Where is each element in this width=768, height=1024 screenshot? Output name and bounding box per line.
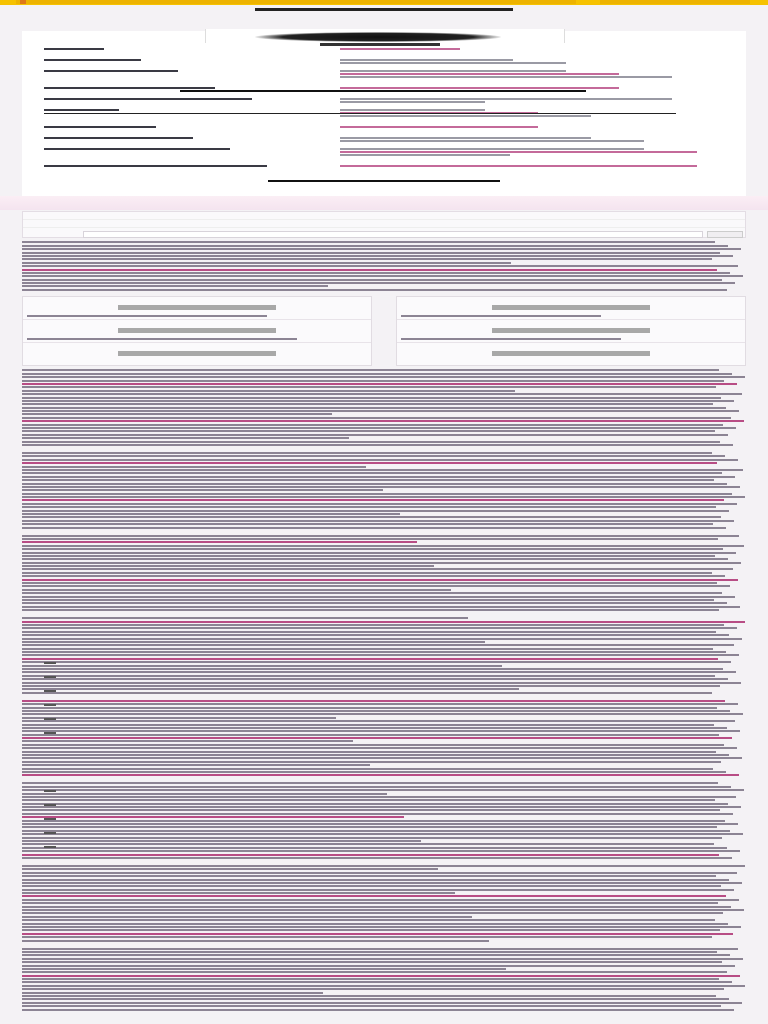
table-cell bbox=[401, 338, 621, 340]
text-line bbox=[22, 417, 731, 419]
infobox-rows bbox=[44, 47, 734, 175]
text-line bbox=[22, 961, 722, 963]
infobox-label bbox=[44, 147, 340, 151]
text-line bbox=[22, 757, 742, 759]
text-line bbox=[22, 1005, 721, 1007]
text-line bbox=[340, 98, 672, 100]
text-line bbox=[22, 245, 728, 247]
text-line bbox=[22, 437, 349, 439]
text-line bbox=[22, 985, 745, 987]
search-button[interactable] bbox=[707, 231, 743, 238]
infobox-row bbox=[44, 164, 734, 173]
text-line bbox=[22, 552, 736, 554]
text-line bbox=[22, 624, 724, 626]
text-line bbox=[22, 865, 745, 867]
text-line bbox=[22, 840, 421, 842]
text-line bbox=[22, 978, 719, 980]
text-line bbox=[22, 499, 724, 501]
toc-row[interactable] bbox=[23, 220, 745, 228]
page-title bbox=[255, 8, 513, 11]
text-line bbox=[22, 710, 730, 712]
infobox-value bbox=[340, 125, 734, 129]
text-line bbox=[22, 627, 737, 629]
search-input[interactable] bbox=[83, 231, 703, 238]
text-line bbox=[22, 599, 714, 601]
text-line bbox=[22, 965, 735, 967]
text-line bbox=[22, 407, 726, 409]
infobox-label bbox=[44, 97, 340, 101]
text-line bbox=[22, 651, 726, 653]
text-line bbox=[22, 410, 739, 412]
text-line bbox=[22, 768, 713, 770]
text-line bbox=[22, 700, 725, 702]
text-line bbox=[22, 786, 731, 788]
top-bar bbox=[0, 0, 768, 5]
text-line bbox=[22, 262, 511, 264]
text-line bbox=[22, 724, 714, 726]
infobox-value[interactable] bbox=[340, 164, 734, 168]
text-line bbox=[22, 489, 383, 491]
infobox-row bbox=[44, 125, 734, 134]
table-cell bbox=[118, 305, 276, 310]
text-line bbox=[22, 565, 434, 567]
text-line bbox=[22, 523, 713, 525]
text-line bbox=[340, 140, 644, 142]
text-line bbox=[22, 393, 742, 395]
text-line bbox=[22, 912, 723, 914]
text-line bbox=[22, 806, 741, 808]
text-line bbox=[22, 854, 719, 856]
text-line bbox=[22, 933, 733, 935]
text-line bbox=[340, 115, 591, 117]
text-line bbox=[22, 692, 712, 694]
table-of-contents bbox=[22, 211, 746, 238]
text-line bbox=[22, 889, 734, 891]
infobox-divider bbox=[180, 90, 586, 92]
text-line bbox=[22, 975, 740, 977]
text-line bbox=[22, 252, 720, 254]
table-row bbox=[397, 343, 745, 366]
text-line bbox=[22, 503, 737, 505]
text-line bbox=[22, 971, 727, 973]
text-line bbox=[22, 892, 455, 894]
text-line bbox=[340, 126, 538, 128]
text-line bbox=[22, 444, 733, 446]
table-row bbox=[23, 320, 371, 343]
text-line bbox=[22, 713, 743, 715]
text-line bbox=[22, 688, 519, 690]
text-line bbox=[22, 899, 739, 901]
text-line bbox=[22, 703, 738, 705]
text-line bbox=[22, 241, 715, 243]
text-line bbox=[22, 455, 725, 457]
text-line bbox=[22, 799, 715, 801]
table-cell bbox=[118, 328, 276, 333]
comparison-table-right bbox=[396, 296, 746, 366]
infobox-value bbox=[340, 147, 734, 157]
text-line bbox=[22, 248, 741, 250]
infobox-label bbox=[44, 69, 340, 73]
text-line bbox=[340, 101, 485, 103]
text-line bbox=[22, 275, 743, 277]
text-line bbox=[22, 682, 741, 684]
text-line bbox=[22, 948, 738, 950]
text-line bbox=[22, 717, 336, 719]
text-line bbox=[22, 823, 738, 825]
text-line bbox=[22, 424, 723, 426]
text-line bbox=[340, 109, 485, 111]
text-line bbox=[22, 793, 387, 795]
infobox-divider bbox=[268, 180, 500, 182]
text-line bbox=[22, 572, 712, 574]
infobox-row bbox=[44, 136, 734, 145]
text-line bbox=[22, 936, 712, 938]
text-line bbox=[22, 803, 728, 805]
text-line bbox=[22, 452, 712, 454]
text-line bbox=[22, 875, 716, 877]
text-line bbox=[22, 510, 729, 512]
text-line bbox=[44, 148, 230, 150]
text-line bbox=[22, 837, 722, 839]
text-line bbox=[22, 998, 729, 1000]
infobox-value[interactable] bbox=[340, 136, 734, 143]
text-line bbox=[22, 397, 721, 399]
infobox-row bbox=[44, 147, 734, 157]
table-row bbox=[23, 343, 371, 366]
text-line bbox=[22, 923, 728, 925]
text-line bbox=[340, 59, 513, 61]
text-line bbox=[22, 744, 724, 746]
text-line bbox=[22, 520, 734, 522]
text-line bbox=[22, 992, 323, 994]
table-cell bbox=[27, 315, 267, 317]
text-line bbox=[22, 606, 740, 608]
table-cell bbox=[492, 328, 650, 333]
text-line bbox=[22, 568, 733, 570]
text-line bbox=[22, 747, 737, 749]
text-line bbox=[22, 1009, 734, 1011]
text-line bbox=[22, 269, 717, 271]
text-line bbox=[22, 400, 734, 402]
text-line bbox=[22, 285, 328, 287]
text-line bbox=[22, 820, 725, 822]
text-line bbox=[22, 661, 731, 663]
text-line bbox=[22, 596, 735, 598]
table-cell bbox=[401, 315, 601, 317]
text-line bbox=[22, 951, 717, 953]
infobox-divider bbox=[44, 113, 676, 114]
text-line bbox=[22, 958, 743, 960]
text-line bbox=[22, 459, 738, 461]
text-line bbox=[22, 638, 742, 640]
text-line bbox=[22, 895, 726, 897]
text-line bbox=[22, 420, 744, 422]
text-line bbox=[22, 707, 717, 709]
text-line bbox=[22, 575, 725, 577]
text-line bbox=[22, 919, 715, 921]
text-line bbox=[44, 59, 141, 61]
text-line bbox=[22, 909, 744, 911]
text-line bbox=[22, 771, 726, 773]
text-line bbox=[22, 675, 715, 677]
text-line bbox=[22, 868, 438, 870]
text-line bbox=[22, 809, 720, 811]
text-line bbox=[22, 486, 740, 488]
text-line bbox=[22, 1002, 742, 1004]
text-line bbox=[22, 282, 735, 284]
infobox-row bbox=[44, 69, 734, 79]
text-line bbox=[22, 816, 404, 818]
text-line bbox=[22, 751, 716, 753]
text-line bbox=[22, 589, 451, 591]
text-line bbox=[340, 87, 619, 89]
text-line bbox=[22, 592, 722, 594]
text-line bbox=[340, 48, 460, 50]
text-line bbox=[22, 857, 732, 859]
text-line bbox=[22, 380, 724, 382]
text-line bbox=[22, 289, 727, 291]
text-line bbox=[22, 754, 729, 756]
text-line bbox=[22, 466, 366, 468]
text-line bbox=[22, 516, 721, 518]
text-line bbox=[22, 847, 727, 849]
text-line bbox=[22, 548, 723, 550]
text-line bbox=[22, 272, 730, 274]
text-line bbox=[22, 720, 735, 722]
text-line bbox=[44, 109, 119, 111]
text-line bbox=[22, 376, 745, 378]
text-line bbox=[22, 685, 720, 687]
text-line bbox=[22, 940, 489, 942]
text-line bbox=[22, 885, 721, 887]
text-line bbox=[22, 916, 472, 918]
text-line bbox=[22, 469, 743, 471]
infobox-label bbox=[44, 136, 340, 140]
infobox-value bbox=[340, 97, 734, 104]
text-line bbox=[22, 730, 740, 732]
list-bullets bbox=[44, 790, 56, 860]
text-line bbox=[22, 926, 741, 928]
text-line bbox=[22, 476, 735, 478]
text-line bbox=[22, 727, 727, 729]
table-row bbox=[23, 297, 371, 320]
text-line bbox=[22, 255, 733, 257]
infobox-row bbox=[44, 58, 734, 67]
infobox-image-caption bbox=[320, 43, 440, 46]
text-line bbox=[22, 995, 716, 997]
text-line bbox=[22, 383, 737, 385]
text-line bbox=[22, 954, 730, 956]
text-line bbox=[44, 87, 215, 89]
text-line bbox=[44, 48, 104, 50]
infobox-image[interactable] bbox=[255, 32, 501, 42]
text-line bbox=[340, 73, 619, 75]
text-line bbox=[22, 403, 713, 405]
comparison-tables bbox=[22, 296, 746, 366]
comparison-table-left bbox=[22, 296, 372, 366]
text-line bbox=[22, 621, 745, 623]
text-line bbox=[22, 258, 712, 260]
text-line bbox=[22, 737, 732, 739]
text-line bbox=[44, 137, 193, 139]
text-line bbox=[22, 631, 716, 633]
text-line bbox=[340, 148, 644, 150]
text-line bbox=[22, 813, 733, 815]
body-text bbox=[22, 368, 746, 1012]
top-nav-links[interactable] bbox=[16, 0, 576, 4]
text-line bbox=[22, 386, 716, 388]
text-line bbox=[22, 929, 720, 931]
text-line bbox=[22, 830, 730, 832]
text-line bbox=[22, 602, 727, 604]
text-line bbox=[22, 981, 732, 983]
text-line bbox=[22, 506, 716, 508]
list-bullets bbox=[44, 662, 56, 746]
text-line bbox=[22, 796, 736, 798]
text-line bbox=[22, 641, 485, 643]
table-cell bbox=[492, 305, 650, 310]
text-line bbox=[22, 671, 736, 673]
table-cell bbox=[118, 351, 276, 356]
text-line bbox=[22, 782, 718, 784]
text-line bbox=[22, 906, 731, 908]
text-line bbox=[22, 413, 332, 415]
text-line bbox=[22, 479, 714, 481]
text-line bbox=[22, 879, 729, 881]
text-line bbox=[22, 555, 715, 557]
text-line bbox=[22, 279, 722, 281]
infobox-label bbox=[44, 58, 340, 62]
section-heading bbox=[0, 196, 768, 210]
text-line bbox=[22, 609, 719, 611]
text-line bbox=[44, 70, 178, 72]
top-user-links[interactable] bbox=[600, 0, 750, 4]
text-line bbox=[22, 761, 721, 763]
text-line bbox=[22, 483, 727, 485]
text-line bbox=[22, 493, 732, 495]
text-line bbox=[22, 658, 718, 660]
text-line bbox=[22, 968, 506, 970]
infobox-row bbox=[44, 97, 734, 106]
text-line bbox=[22, 545, 744, 547]
text-line bbox=[44, 165, 267, 167]
text-line bbox=[22, 369, 719, 371]
text-line bbox=[340, 70, 566, 72]
table-cell bbox=[492, 351, 650, 356]
text-line bbox=[22, 665, 502, 667]
text-line bbox=[44, 126, 156, 128]
text-line bbox=[22, 434, 728, 436]
text-line bbox=[22, 427, 736, 429]
infobox-label bbox=[44, 164, 340, 168]
text-line bbox=[22, 734, 719, 736]
text-line bbox=[22, 541, 417, 543]
infobox-row bbox=[44, 47, 734, 56]
text-line bbox=[22, 843, 714, 845]
intro-paragraph bbox=[22, 240, 746, 292]
text-line bbox=[340, 151, 697, 153]
text-line bbox=[22, 634, 729, 636]
infobox-label bbox=[44, 47, 340, 51]
text-line bbox=[22, 496, 745, 498]
text-line bbox=[22, 648, 713, 650]
text-line bbox=[22, 826, 717, 828]
text-line bbox=[22, 617, 468, 619]
infobox-label bbox=[44, 108, 340, 112]
infobox-label bbox=[44, 125, 340, 129]
text-line bbox=[22, 538, 718, 540]
infobox-value bbox=[340, 47, 734, 51]
text-line bbox=[340, 154, 510, 156]
text-line bbox=[22, 527, 726, 529]
text-line bbox=[22, 265, 738, 267]
text-line bbox=[340, 76, 672, 78]
text-line bbox=[22, 430, 715, 432]
text-line bbox=[22, 441, 720, 443]
text-line bbox=[22, 678, 728, 680]
text-line bbox=[22, 558, 728, 560]
text-line bbox=[22, 373, 732, 375]
text-line bbox=[340, 165, 697, 167]
text-line bbox=[22, 585, 730, 587]
text-line bbox=[22, 462, 717, 464]
infobox-value bbox=[340, 69, 734, 79]
text-line bbox=[44, 98, 252, 100]
text-line bbox=[340, 137, 591, 139]
text-line bbox=[22, 654, 739, 656]
table-row bbox=[397, 297, 745, 320]
text-line bbox=[22, 764, 370, 766]
table-row bbox=[397, 320, 745, 343]
text-line bbox=[22, 833, 743, 835]
text-line bbox=[22, 740, 353, 742]
text-line bbox=[22, 513, 400, 515]
table-cell bbox=[27, 338, 297, 340]
text-line bbox=[22, 582, 717, 584]
infobox-value[interactable] bbox=[340, 58, 734, 65]
text-line bbox=[22, 472, 722, 474]
text-line bbox=[22, 668, 723, 670]
text-line bbox=[22, 644, 734, 646]
text-line bbox=[22, 902, 718, 904]
text-line bbox=[22, 789, 744, 791]
text-line bbox=[22, 579, 738, 581]
infobox bbox=[22, 31, 746, 196]
text-line bbox=[22, 882, 742, 884]
text-line bbox=[22, 988, 724, 990]
text-line bbox=[22, 562, 741, 564]
toc-row[interactable] bbox=[23, 212, 745, 220]
text-line bbox=[22, 872, 737, 874]
text-line bbox=[22, 390, 515, 392]
text-line bbox=[22, 850, 740, 852]
text-line bbox=[22, 774, 739, 776]
text-line bbox=[22, 535, 739, 537]
text-line bbox=[340, 62, 566, 64]
